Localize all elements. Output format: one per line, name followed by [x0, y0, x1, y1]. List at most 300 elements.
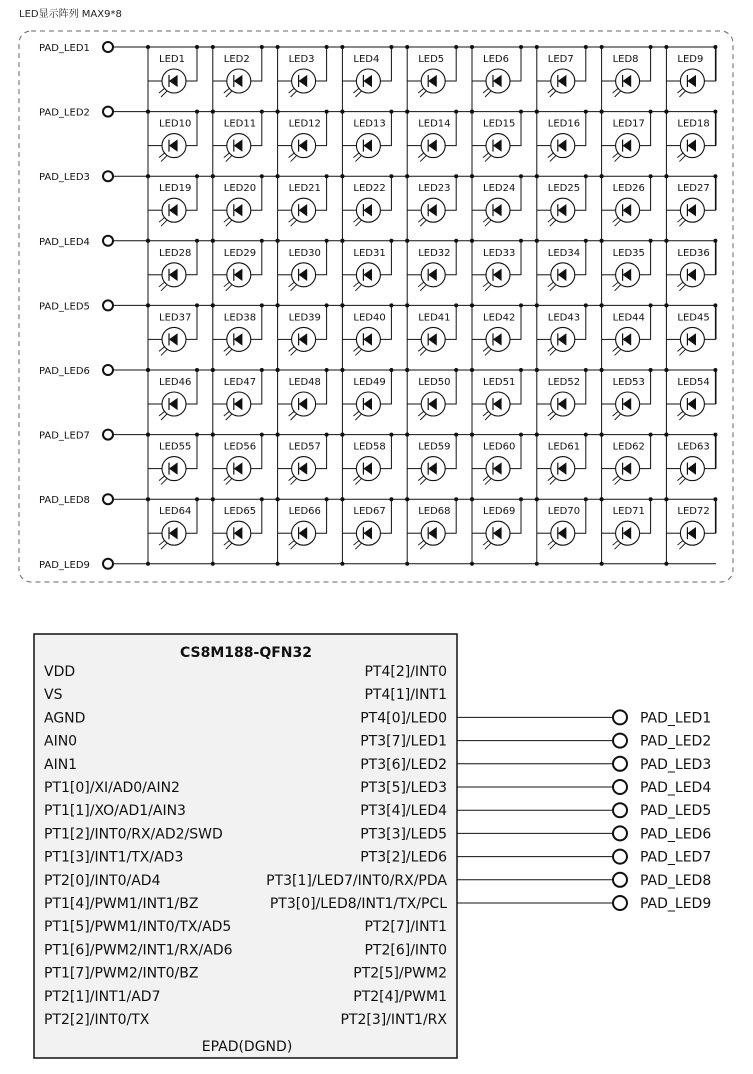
pad-terminal [103, 300, 113, 310]
junction-dot [535, 562, 539, 566]
net-terminal [613, 803, 627, 817]
light-ray [548, 88, 554, 93]
led-wire [251, 47, 262, 81]
led-41 [405, 303, 458, 372]
matrix-title: LED显示阵列 MAX9*8 [19, 9, 122, 20]
light-ray [679, 220, 685, 226]
junction-dot [519, 303, 523, 307]
junction-dot [146, 562, 150, 566]
light-ray [289, 346, 295, 351]
light-ray [159, 476, 165, 481]
net-terminal [613, 826, 627, 840]
junction-dot [713, 303, 717, 307]
led-51 [470, 368, 523, 437]
led-label: LED72 [677, 506, 710, 518]
led-33 [470, 239, 523, 308]
junction-dot [389, 368, 393, 372]
led-wire [186, 47, 197, 81]
led-8 [600, 45, 653, 114]
light-ray [548, 282, 554, 287]
junction-dot [454, 45, 458, 49]
junction-dot [713, 239, 717, 243]
pad-label: PAD_LED8 [39, 495, 90, 507]
led-label: LED18 [677, 118, 710, 130]
light-ray [420, 220, 426, 226]
chip-right-pin: PT3[3]/LED5 [360, 826, 447, 843]
junction-dot [664, 174, 668, 178]
junction-dot [519, 497, 523, 501]
junction-dot [405, 497, 409, 501]
junction-dot [584, 110, 588, 114]
light-ray [679, 543, 685, 549]
led-28 [146, 239, 199, 308]
led-13 [340, 110, 393, 179]
led-63 [664, 433, 717, 502]
led-label: LED11 [223, 118, 257, 130]
net-label: PAD_LED7 [640, 849, 712, 866]
led-58 [340, 433, 393, 502]
led-label: LED1 [159, 54, 185, 65]
led-42 [470, 303, 523, 372]
light-ray [548, 153, 554, 158]
led-label: LED64 [159, 506, 192, 518]
led-label: LED19 [159, 183, 192, 195]
led-71 [600, 497, 653, 566]
led-53 [600, 368, 653, 437]
light-ray [291, 220, 297, 226]
light-ray [353, 346, 359, 351]
light-ray [420, 543, 426, 549]
led-label: LED50 [418, 377, 451, 388]
led-label: LED28 [159, 247, 192, 259]
junction-dot [664, 45, 668, 49]
led-label: LED66 [288, 506, 321, 518]
junction-dot [600, 368, 604, 372]
junction-dot [470, 433, 474, 437]
light-ray [226, 285, 232, 291]
led-36 [664, 239, 717, 308]
light-ray [483, 217, 489, 222]
junction-dot [664, 239, 668, 243]
light-ray [161, 479, 167, 485]
light-ray [485, 285, 491, 291]
led-label: LED71 [612, 506, 645, 518]
junction-dot [649, 497, 653, 501]
led-29 [211, 239, 264, 308]
junction-dot [535, 497, 539, 501]
led-52 [535, 368, 588, 437]
chip-right-pin: PT2[3]/INT1/RX [340, 1012, 447, 1028]
light-ray [355, 414, 361, 420]
chip-left-pin: PT1[1]/XO/AD1/AIN3 [44, 803, 186, 820]
junction-dot [389, 303, 393, 307]
junction-dot [211, 433, 215, 437]
light-ray [161, 349, 167, 355]
junction-dot [211, 562, 215, 566]
junction-dot [649, 239, 653, 243]
led-label: LED23 [418, 183, 451, 195]
led-matrix [39, 42, 717, 571]
chip-right-pin: PT3[7]/LED1 [360, 733, 447, 750]
led-label: LED70 [547, 506, 581, 518]
junction-dot [519, 239, 523, 243]
net-label: PAD_LED8 [640, 872, 712, 889]
light-ray [613, 88, 619, 93]
led-60 [470, 433, 523, 502]
light-ray [677, 411, 683, 416]
led-label: LED37 [159, 312, 192, 324]
light-ray [355, 285, 361, 291]
light-ray [677, 153, 683, 158]
net-label: PAD_LED4 [640, 780, 712, 796]
led-label: LED44 [612, 312, 645, 324]
led-24 [470, 174, 523, 243]
led-62 [600, 433, 653, 502]
led-label: LED39 [288, 312, 321, 324]
pad-label: PAD_LED9 [39, 559, 90, 571]
light-ray [291, 479, 297, 485]
light-ray [420, 285, 426, 291]
led-3 [276, 45, 329, 114]
chip-right-pin: PT3[5]/LED3 [360, 780, 447, 796]
led-45 [664, 303, 717, 372]
led-label: LED2 [223, 54, 250, 65]
pad-terminal [103, 494, 113, 504]
net-terminal [613, 896, 627, 910]
junction-dot [454, 174, 458, 178]
chip-left-pin: AGND [44, 710, 86, 727]
junction-dot [211, 45, 215, 49]
light-ray [550, 414, 556, 420]
junction-dot [713, 433, 717, 437]
led-67 [340, 497, 393, 566]
light-ray [420, 156, 426, 162]
junction-dot [470, 239, 474, 243]
junction-dot [325, 368, 329, 372]
junction-dot [340, 239, 344, 243]
light-ray [418, 282, 424, 287]
led-56 [211, 433, 264, 502]
junction-dot [584, 303, 588, 307]
junction-dot [405, 174, 409, 178]
junction-dot [340, 562, 344, 566]
pad-label: PAD_LED1 [39, 43, 90, 54]
junction-dot [211, 303, 215, 307]
led-label: LED6 [483, 54, 509, 65]
junction-dot [325, 433, 329, 437]
light-ray [291, 285, 297, 291]
junction-dot [325, 303, 329, 307]
junction-dot [454, 497, 458, 501]
led-label: LED48 [288, 377, 321, 388]
junction-dot [146, 110, 150, 114]
light-ray [615, 156, 621, 162]
net-terminal [613, 710, 627, 724]
led-34 [535, 239, 588, 308]
net-label: PAD_LED5 [640, 803, 712, 820]
chip-left-pin: AIN1 [44, 756, 78, 773]
led-16 [535, 110, 588, 179]
junction-dot [535, 433, 539, 437]
led-64 [146, 497, 199, 566]
led-49 [340, 368, 393, 437]
light-ray [355, 156, 361, 162]
light-ray [289, 153, 295, 158]
junction-dot [211, 239, 215, 243]
led-35 [600, 239, 653, 308]
light-ray [485, 220, 491, 226]
junction-dot [276, 368, 280, 372]
light-ray [224, 88, 230, 93]
led-50 [405, 368, 458, 437]
junction-dot [584, 368, 588, 372]
led-9 [664, 45, 717, 114]
led-61 [535, 433, 588, 502]
pad-label: PAD_LED3 [39, 172, 90, 184]
light-ray [161, 414, 167, 420]
light-ray [353, 476, 359, 481]
led-label: LED22 [353, 183, 386, 195]
light-ray [548, 217, 554, 222]
light-ray [291, 156, 297, 162]
led-label: LED53 [612, 377, 645, 388]
pad-terminal [103, 430, 113, 440]
led-6 [470, 45, 523, 114]
led-label: LED10 [159, 118, 192, 130]
light-ray [485, 349, 491, 355]
light-ray [550, 479, 556, 485]
led-59 [405, 433, 458, 502]
light-ray [483, 88, 489, 93]
pad-label: PAD_LED4 [39, 236, 90, 248]
net-label: PAD_LED9 [640, 896, 712, 912]
chip-right-pin: PT2[6]/INT0 [364, 942, 447, 959]
junction-dot [713, 497, 717, 501]
led-label: LED47 [223, 377, 257, 388]
junction-dot [405, 433, 409, 437]
junction-dot [340, 368, 344, 372]
led-label: LED42 [483, 312, 516, 324]
led-label: LED32 [418, 247, 451, 259]
junction-dot [211, 497, 215, 501]
junction-dot [470, 110, 474, 114]
chip-left-pin: AIN0 [44, 733, 78, 750]
led-40 [340, 303, 393, 372]
chip-right-pin: PT2[7]/INT1 [364, 919, 447, 936]
junction-dot [146, 174, 150, 178]
led-label: LED24 [483, 183, 516, 195]
junction-dot [260, 303, 264, 307]
pad-label: PAD_LED6 [39, 366, 90, 377]
junction-dot [260, 45, 264, 49]
light-ray [548, 476, 554, 481]
junction-dot [389, 239, 393, 243]
led-label: LED34 [547, 247, 581, 259]
junction-dot [649, 368, 653, 372]
led-label: LED69 [483, 506, 516, 518]
junction-dot [276, 303, 280, 307]
light-ray [613, 282, 619, 287]
light-ray [613, 411, 619, 416]
led-label: LED20 [223, 183, 257, 195]
led-label: LED8 [612, 54, 639, 65]
led-66 [276, 497, 329, 566]
junction-dot [211, 174, 215, 178]
led-46 [146, 368, 199, 437]
junction-dot [664, 497, 668, 501]
junction-dot [325, 239, 329, 243]
light-ray [224, 540, 230, 545]
light-ray [355, 91, 361, 97]
chip-right-pin: PT2[5]/PWM2 [353, 965, 447, 982]
led-label: LED51 [483, 377, 516, 388]
light-ray [224, 217, 230, 222]
junction-dot [600, 110, 604, 114]
led-21 [276, 174, 329, 243]
junction-dot [454, 368, 458, 372]
led-label: LED45 [677, 312, 710, 324]
junction-dot [405, 110, 409, 114]
junction-dot [195, 303, 199, 307]
junction-dot [195, 174, 199, 178]
net-label: PAD_LED6 [640, 826, 712, 843]
pad-terminal [103, 107, 113, 117]
net-terminal [613, 780, 627, 794]
light-ray [161, 285, 167, 291]
junction-dot [340, 433, 344, 437]
light-ray [159, 282, 165, 287]
junction-dot [325, 497, 329, 501]
led-label: LED68 [418, 506, 451, 518]
junction-dot [146, 433, 150, 437]
light-ray [161, 156, 167, 162]
junction-dot [649, 174, 653, 178]
led-55 [146, 433, 199, 502]
junction-dot [535, 368, 539, 372]
junction-dot [600, 303, 604, 307]
junction-dot [519, 368, 523, 372]
led-69 [470, 497, 523, 566]
led-54 [664, 368, 717, 437]
pad-terminal [103, 365, 113, 375]
light-ray [159, 217, 165, 222]
junction-dot [600, 562, 604, 566]
light-ray [226, 91, 232, 97]
junction-dot [340, 303, 344, 307]
light-ray [226, 349, 232, 355]
led-label: LED67 [353, 506, 386, 518]
led-label: LED7 [547, 54, 574, 65]
junction-dot [325, 174, 329, 178]
led-label: LED52 [547, 377, 581, 388]
chip-left-pin: PT1[3]/INT1/TX/AD3 [44, 849, 184, 866]
led-57 [276, 433, 329, 502]
light-ray [679, 349, 685, 355]
led-14 [405, 110, 458, 179]
led-label: LED5 [418, 54, 445, 65]
junction-dot [340, 174, 344, 178]
chip-right-pin: PT3[6]/LED2 [360, 756, 447, 773]
junction-dot [584, 433, 588, 437]
led-7 [535, 45, 588, 114]
light-ray [483, 282, 489, 287]
led-47 [211, 368, 264, 437]
junction-dot [276, 433, 280, 437]
light-ray [291, 543, 297, 549]
pad-terminal [103, 42, 113, 52]
light-ray [420, 414, 426, 420]
chip-right-pin: PT3[1]/LED7/INT0/RX/PDA [266, 872, 447, 889]
led-label: LED3 [288, 54, 315, 65]
light-ray [677, 346, 683, 351]
light-ray [485, 543, 491, 549]
junction-dot [276, 174, 280, 178]
led-label: LED61 [547, 441, 581, 453]
junction-dot [470, 303, 474, 307]
light-ray [550, 91, 556, 97]
light-ray [679, 285, 685, 291]
light-ray [226, 414, 232, 420]
junction-dot [389, 433, 393, 437]
junction-dot [713, 368, 717, 372]
junction-dot [195, 239, 199, 243]
led-68 [405, 497, 458, 566]
junction-dot [664, 110, 668, 114]
light-ray [483, 540, 489, 545]
pad-label: PAD_LED2 [39, 107, 90, 119]
junction-dot [340, 110, 344, 114]
led-22 [340, 174, 393, 243]
light-ray [677, 282, 683, 287]
chip-right-pin: PT2[4]/PWM1 [353, 988, 447, 1005]
junction-dot [664, 303, 668, 307]
net-label: PAD_LED3 [640, 756, 712, 773]
light-ray [161, 220, 167, 226]
light-ray [613, 346, 619, 351]
chip-right-pin: PT4[1]/INT1 [364, 687, 447, 704]
led-label: LED26 [612, 183, 645, 195]
light-ray [161, 543, 167, 549]
junction-dot [146, 368, 150, 372]
light-ray [291, 349, 297, 355]
junction-dot [454, 433, 458, 437]
light-ray [679, 414, 685, 420]
pad-terminal [103, 236, 113, 246]
junction-dot [260, 110, 264, 114]
light-ray [550, 543, 556, 549]
led-wire [380, 47, 391, 81]
junction-dot [146, 303, 150, 307]
junction-dot [195, 433, 199, 437]
light-ray [483, 153, 489, 158]
junction-dot [664, 368, 668, 372]
junction-dot [470, 497, 474, 501]
junction-dot [260, 239, 264, 243]
led-label: LED49 [353, 377, 386, 388]
light-ray [159, 88, 165, 93]
junction-dot [260, 174, 264, 178]
light-ray [418, 476, 424, 481]
led-label: LED60 [483, 441, 516, 453]
led-wire [316, 47, 327, 81]
light-ray [615, 91, 621, 97]
chip-left-pin: PT1[5]/PWM1/INT0/TX/AD5 [44, 919, 232, 936]
junction-dot [454, 239, 458, 243]
light-ray [485, 479, 491, 485]
light-ray [353, 540, 359, 545]
light-ray [615, 220, 621, 226]
junction-dot [389, 174, 393, 178]
